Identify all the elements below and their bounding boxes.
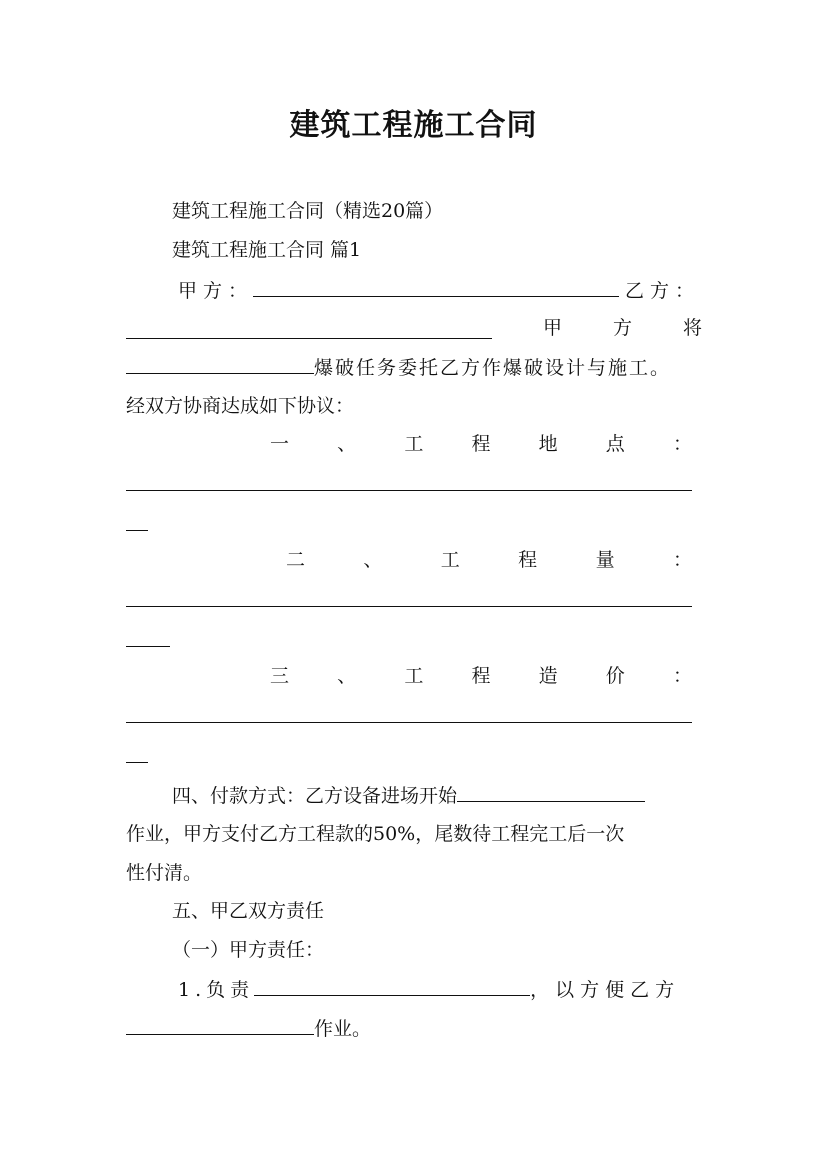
payment-line-3: 性付清。 — [126, 862, 203, 884]
party-b-label: 乙方： — [625, 280, 701, 302]
parties-line — [178, 276, 704, 304]
item2-char: 量 — [595, 549, 615, 571]
item3-char: 造 — [538, 665, 558, 687]
item3-char: 、 — [337, 665, 357, 687]
payment-line-1 — [172, 781, 702, 809]
item3-char: 三 — [270, 665, 290, 687]
agreement-line: 经双方协商达成如下协议： — [126, 395, 355, 417]
entrust-line-1 — [126, 314, 702, 342]
item2-char: 二 — [286, 549, 306, 571]
item3-char: 工 — [404, 665, 424, 687]
item1-char: 地 — [538, 433, 558, 455]
section-heading: 建筑工程施工合同 篇1 — [172, 239, 362, 261]
duty1-blank-2 — [126, 1014, 314, 1035]
entrust-line-2 — [126, 353, 702, 381]
task-blank — [126, 353, 314, 374]
payment-line-2: 作业，甲方支付乙方工程款的50%，尾数待工程完工后一次 — [126, 823, 625, 845]
item1-blank-line-2 — [126, 530, 148, 531]
item2-char: ： — [672, 549, 692, 571]
duty1-line-2 — [126, 1014, 702, 1042]
entrust-rest: 爆破任务委托乙方作爆破设计与施工。 — [314, 357, 672, 379]
item1-blank-line-1 — [126, 490, 692, 491]
item3-blank-line-1 — [126, 722, 692, 723]
item2-char: 、 — [363, 549, 383, 571]
item2-blank-line-1 — [126, 606, 692, 607]
item1-char: ： — [672, 433, 692, 455]
item2-char: 程 — [518, 549, 538, 571]
item1-char: 程 — [471, 433, 491, 455]
entrust-char-2: 方 — [612, 317, 632, 339]
item1-char: 一 — [270, 433, 290, 455]
entrust-char-3: 将 — [682, 317, 702, 339]
item2-char: 工 — [440, 549, 460, 571]
item3-blank-line-2 — [126, 762, 148, 763]
duty1-blank-1 — [254, 975, 530, 996]
party-a-blank — [253, 276, 619, 297]
item2-blank-line-2 — [126, 646, 170, 647]
entrust-char-1: 甲 — [542, 317, 562, 339]
duty1-end: 作业。 — [314, 1018, 372, 1040]
payment-blank — [457, 781, 645, 802]
item1-heading — [270, 430, 692, 458]
subtitle-line: 建筑工程施工合同（精选20篇） — [172, 200, 444, 222]
item1-char: 工 — [404, 433, 424, 455]
duty1-label: 1.负责 — [178, 979, 255, 1001]
item3-char: 价 — [605, 665, 625, 687]
item3-char: 程 — [471, 665, 491, 687]
duty1-middle: ，以方便乙方 — [530, 979, 681, 1001]
party-b-blank — [126, 318, 492, 339]
item3-char: ： — [672, 665, 692, 687]
item2-heading — [286, 546, 692, 574]
duty1-line-1 — [178, 975, 704, 1003]
item1-char: 、 — [337, 433, 357, 455]
section5-1-heading: （一）甲方责任： — [172, 939, 325, 961]
item1-char: 点 — [605, 433, 625, 455]
section5-heading: 五、甲乙双方责任 — [172, 900, 325, 922]
item3-heading — [270, 662, 692, 690]
document-title: 建筑工程施工合同 — [289, 108, 538, 143]
party-a-label: 甲方： — [178, 280, 254, 302]
payment-text-1: 四、付款方式：乙方设备进场开始 — [172, 785, 458, 807]
